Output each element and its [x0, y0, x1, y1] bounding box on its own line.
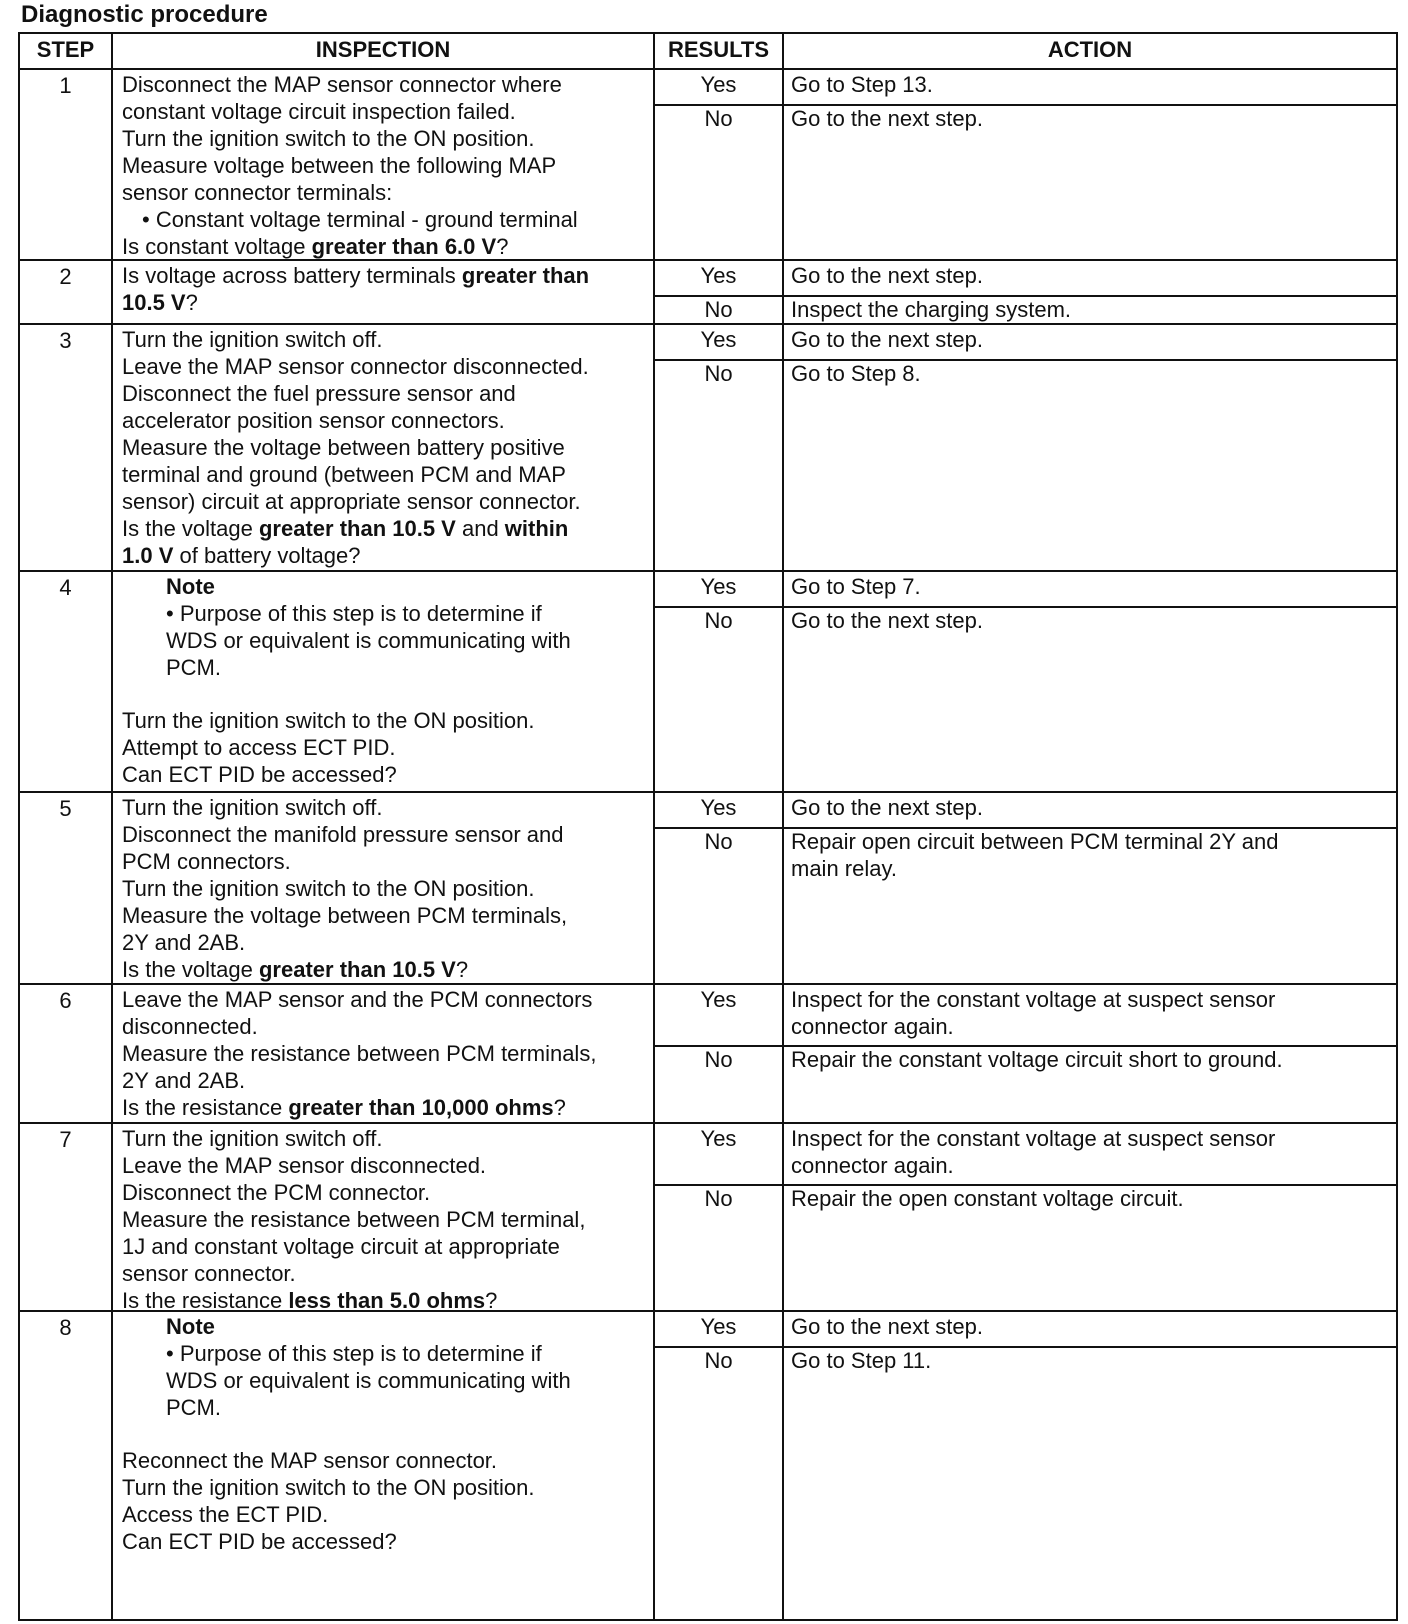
result-yes: Yes — [700, 987, 737, 1012]
results-cell — [653, 1124, 782, 1310]
inspection-line — [122, 707, 647, 734]
action-cell — [782, 1124, 1396, 1310]
action-line: Go to the next step. — [791, 608, 984, 633]
action-line: Go to Step 7. — [791, 574, 921, 599]
inspection-line — [122, 1152, 647, 1179]
inspection-line — [122, 654, 647, 681]
bold-text: 10.5 V — [122, 290, 186, 315]
inspection-line — [122, 152, 647, 179]
text-fragment: disconnected. — [122, 1014, 258, 1039]
action-line: Go to Step 13. — [791, 72, 933, 97]
bold-text: within — [504, 516, 569, 541]
action-divider — [784, 606, 1396, 608]
table-row — [20, 983, 1396, 1122]
result-divider — [655, 1045, 782, 1047]
text-fragment: 1J and constant voltage circuit at appropriate — [122, 1234, 560, 1259]
action-line: Repair open circuit between PCM terminal 2Y and — [791, 829, 1279, 854]
text-fragment: Disconnect the PCM connector. — [122, 1180, 431, 1205]
result-divider — [655, 1184, 782, 1186]
text-fragment: of battery voltage? — [173, 543, 361, 568]
inspection-line — [122, 1474, 647, 1501]
step-number: 8 — [59, 1315, 72, 1340]
text-fragment: accelerator position sensor connectors. — [122, 408, 505, 433]
action-line: Go to the next step. — [791, 795, 984, 820]
text-fragment: ? — [185, 290, 198, 315]
inspection-line — [122, 1125, 647, 1152]
inspection-line — [122, 262, 647, 289]
action-text — [784, 572, 1396, 600]
bold-text: greater than 10.5 V — [258, 957, 456, 982]
table-row — [20, 791, 1396, 983]
action-text — [784, 359, 1396, 387]
text-fragment: sensor connector. — [122, 1261, 296, 1286]
table-row — [20, 1310, 1396, 1619]
step-number: 3 — [59, 328, 72, 353]
inspection-line — [122, 206, 647, 233]
result-no: No — [704, 361, 733, 386]
text-fragment: Measure the resistance between PCM terminal, — [122, 1207, 586, 1232]
inspection-line — [122, 875, 647, 902]
bold-text: greater than 10.5 V — [258, 516, 456, 541]
table-row — [20, 570, 1396, 791]
text-fragment: Turn the ignition switch off. — [122, 795, 383, 820]
result-divider — [655, 359, 782, 361]
action-line: main relay. — [791, 856, 897, 881]
action-line: connector again. — [791, 1014, 954, 1039]
inspection-line — [122, 1394, 647, 1421]
action-cell — [782, 572, 1396, 791]
action-line: Go to the next step. — [791, 327, 984, 352]
step-number: 7 — [59, 1127, 72, 1152]
text-fragment: WDS or equivalent is communicating with — [166, 1368, 571, 1393]
text-fragment: Leave the MAP sensor and the PCM connectors — [122, 987, 593, 1012]
inspection-text — [113, 793, 653, 983]
text-fragment: and — [455, 516, 505, 541]
text-fragment: Is the resistance — [122, 1095, 289, 1120]
result-divider — [655, 1346, 782, 1348]
action-text — [784, 1045, 1396, 1073]
result-no: No — [704, 829, 733, 854]
text-fragment: constant voltage circuit inspection failed. — [122, 99, 516, 124]
table-row — [20, 259, 1396, 323]
text-fragment: Turn the ignition switch to the ON position. — [122, 876, 535, 901]
page-title: Diagnostic procedure — [21, 1, 268, 28]
step-number: 5 — [59, 796, 72, 821]
inspection-line — [122, 1206, 647, 1233]
action-text — [784, 104, 1396, 132]
inspection-line — [122, 1094, 647, 1121]
action-line: Go to Step 11. — [791, 1348, 932, 1373]
text-fragment: Measure voltage between the following MAP — [122, 153, 557, 178]
text-fragment: terminal and ground (between PCM and MAP — [122, 462, 566, 487]
inspection-line — [122, 289, 647, 316]
result-yes: Yes — [700, 263, 737, 288]
inspection-line — [122, 956, 647, 983]
text-fragment: 2Y and 2AB. — [122, 930, 246, 955]
action-divider — [784, 295, 1396, 297]
action-text — [784, 70, 1396, 98]
text-fragment: Disconnect the MAP sensor connector where — [122, 72, 562, 97]
inspection-line — [122, 515, 647, 542]
action-text — [784, 295, 1396, 323]
text-fragment: PCM connectors. — [122, 849, 291, 874]
inspection-line — [122, 1013, 647, 1040]
text-fragment: • Constant voltage terminal - ground terminal — [142, 207, 578, 232]
action-divider — [784, 1045, 1396, 1047]
inspection-cell — [111, 325, 653, 570]
text-fragment: Disconnect the fuel pressure sensor and — [122, 381, 516, 406]
text-fragment: Can ECT PID be accessed? — [122, 762, 397, 787]
inspection-line — [122, 1260, 647, 1287]
text-fragment: 2Y and 2AB. — [122, 1068, 246, 1093]
inspection-text — [113, 572, 653, 788]
result-yes: Yes — [700, 327, 737, 352]
results-cell — [653, 985, 782, 1122]
header-action: ACTION — [782, 34, 1396, 68]
inspection-line — [122, 434, 647, 461]
text-fragment: Measure the voltage between battery positive — [122, 435, 565, 460]
inspection-line — [122, 380, 647, 407]
inspection-line — [122, 821, 647, 848]
text-fragment: ? — [455, 957, 469, 982]
text-fragment: PCM. — [166, 1395, 221, 1420]
result-yes: Yes — [700, 795, 737, 820]
text-fragment: ? — [485, 1288, 498, 1313]
inspection-line — [122, 179, 647, 206]
action-divider — [784, 827, 1396, 829]
inspection-cell — [111, 985, 653, 1122]
text-fragment: Leave the MAP sensor connector disconnected. — [122, 354, 589, 379]
action-text — [784, 1184, 1396, 1212]
bold-text: greater than 6.0 V — [311, 234, 497, 259]
header-results: RESULTS — [653, 34, 782, 68]
inspection-line — [122, 488, 647, 515]
text-fragment: Is the voltage — [122, 957, 259, 982]
text-fragment: Turn the ignition switch to the ON position. — [122, 126, 535, 151]
text-fragment: Is the resistance — [122, 1288, 289, 1313]
note-title — [122, 573, 647, 600]
action-text — [784, 1312, 1396, 1340]
result-yes: Yes — [700, 72, 737, 97]
inspection-cell — [111, 261, 653, 323]
text-fragment: WDS or equivalent is communicating with — [166, 628, 571, 653]
results-cell — [653, 572, 782, 791]
action-divider — [784, 1184, 1396, 1186]
action-cell — [782, 793, 1396, 983]
action-text — [784, 1346, 1396, 1374]
action-text — [784, 1124, 1396, 1179]
result-divider — [655, 104, 782, 106]
text-fragment: Is the voltage — [122, 516, 259, 541]
action-line: Go to the next step. — [791, 106, 984, 131]
inspection-line — [122, 326, 647, 353]
action-line: Inspect for the constant voltage at suspect sensor — [791, 1126, 1276, 1151]
table-row — [20, 323, 1396, 570]
inspection-line — [122, 734, 647, 761]
result-no: No — [704, 297, 733, 322]
results-cell — [653, 325, 782, 570]
action-text — [784, 606, 1396, 634]
action-cell — [782, 325, 1396, 570]
header-inspection: INSPECTION — [111, 34, 653, 68]
text-fragment: Measure the resistance between PCM terminals, — [122, 1041, 597, 1066]
text-fragment: Note — [166, 574, 215, 599]
inspection-line — [122, 407, 647, 434]
table-row — [20, 68, 1396, 259]
step-number: 4 — [59, 575, 72, 600]
result-no: No — [704, 1348, 733, 1373]
step-number: 6 — [59, 988, 72, 1013]
text-fragment: Disconnect the manifold pressure sensor and — [122, 822, 564, 847]
inspection-line — [122, 125, 647, 152]
text-fragment: Attempt to access ECT PID. — [122, 735, 396, 760]
results-cell — [653, 793, 782, 983]
action-line: Repair the constant voltage circuit short to ground. — [791, 1047, 1283, 1072]
text-fragment: sensor connector terminals: — [122, 180, 393, 205]
inspection-line — [122, 98, 647, 125]
action-text — [784, 793, 1396, 821]
inspection-line — [122, 461, 647, 488]
note-title — [122, 1313, 647, 1340]
action-text — [784, 261, 1396, 289]
results-cell — [653, 1312, 782, 1619]
text-fragment: Is constant voltage — [122, 234, 312, 259]
text-fragment: • Purpose of this step is to determine if — [166, 1341, 542, 1366]
bold-text: less than 5.0 ohms — [288, 1288, 486, 1313]
header-step: STEP — [36, 37, 95, 62]
action-line: Inspect the charging system. — [791, 297, 1072, 322]
spacer — [122, 681, 647, 707]
text-fragment: ? — [553, 1095, 566, 1120]
action-cell — [782, 261, 1396, 323]
table-header-row — [20, 34, 1396, 68]
result-no: No — [704, 106, 733, 131]
inspection-line — [122, 761, 647, 788]
action-line: Inspect for the constant voltage at suspect sensor — [791, 987, 1276, 1012]
text-fragment: ? — [496, 234, 509, 259]
inspection-line — [122, 848, 647, 875]
inspection-line — [122, 929, 647, 956]
text-fragment: Turn the ignition switch to the ON position. — [122, 1475, 535, 1500]
bold-text: greater than 10,000 ohms — [288, 1095, 554, 1120]
inspection-line — [122, 353, 647, 380]
action-divider — [784, 359, 1396, 361]
inspection-text — [113, 261, 653, 316]
spacer — [122, 1421, 647, 1447]
text-fragment: Note — [166, 1314, 215, 1339]
text-fragment: Turn the ignition switch off. — [122, 1126, 383, 1151]
text-fragment: Access the ECT PID. — [122, 1502, 329, 1527]
text-fragment: Turn the ignition switch off. — [122, 327, 383, 352]
inspection-line — [122, 1528, 647, 1555]
text-fragment: Reconnect the MAP sensor connector. — [122, 1448, 498, 1473]
result-divider — [655, 606, 782, 608]
inspection-line — [122, 1501, 647, 1528]
inspection-line — [122, 1233, 647, 1260]
results-cell — [653, 261, 782, 323]
inspection-line — [122, 1067, 647, 1094]
inspection-line — [122, 1040, 647, 1067]
inspection-cell — [111, 572, 653, 791]
inspection-line — [122, 71, 647, 98]
action-text — [784, 325, 1396, 353]
action-text — [784, 985, 1396, 1040]
inspection-cell — [111, 793, 653, 983]
action-line: Go to the next step. — [791, 1314, 984, 1339]
text-fragment: Turn the ignition switch to the ON position. — [122, 708, 535, 733]
result-no: No — [704, 608, 733, 633]
action-divider — [784, 1346, 1396, 1348]
step-number: 2 — [59, 264, 72, 289]
action-cell — [782, 985, 1396, 1122]
action-text — [784, 827, 1396, 882]
inspection-line — [122, 902, 647, 929]
inspection-text — [113, 985, 653, 1121]
action-line: Go to Step 8. — [791, 361, 921, 386]
bold-text: greater than — [461, 263, 590, 288]
result-no: No — [704, 1047, 733, 1072]
text-fragment: Measure the voltage between PCM terminals, — [122, 903, 568, 928]
inspection-cell — [111, 1312, 653, 1619]
text-fragment: PCM. — [166, 655, 221, 680]
action-line: Go to the next step. — [791, 263, 984, 288]
inspection-text — [113, 325, 653, 569]
inspection-cell — [111, 1124, 653, 1313]
table-row — [20, 1122, 1396, 1313]
inspection-line — [122, 542, 647, 569]
result-yes: Yes — [700, 1314, 737, 1339]
result-no: No — [704, 1186, 733, 1211]
inspection-text — [113, 1124, 653, 1314]
inspection-line — [122, 233, 647, 260]
inspection-line — [122, 1340, 647, 1367]
action-line: Repair the open constant voltage circuit. — [791, 1186, 1184, 1211]
inspection-line — [122, 1179, 647, 1206]
diagnostic-table — [18, 32, 1398, 1621]
inspection-line — [122, 1447, 647, 1474]
result-divider — [655, 827, 782, 829]
action-line: connector again. — [791, 1153, 954, 1178]
inspection-text — [113, 1312, 653, 1555]
text-fragment: Can ECT PID be accessed? — [122, 1529, 397, 1554]
results-cell — [653, 70, 782, 259]
action-divider — [784, 104, 1396, 106]
text-fragment: • Purpose of this step is to determine if — [166, 601, 542, 626]
text-fragment: sensor) circuit at appropriate sensor connector. — [122, 489, 581, 514]
action-cell — [782, 70, 1396, 259]
inspection-line — [122, 600, 647, 627]
step-number: 1 — [59, 73, 72, 98]
inspection-text — [113, 70, 653, 260]
inspection-line — [122, 627, 647, 654]
inspection-cell — [111, 70, 653, 259]
inspection-line — [122, 986, 647, 1013]
text-fragment: Leave the MAP sensor disconnected. — [122, 1153, 487, 1178]
action-cell — [782, 1312, 1396, 1619]
text-fragment: Is voltage across battery terminals — [122, 263, 462, 288]
bold-text: 1.0 V — [122, 543, 174, 568]
result-yes: Yes — [700, 574, 737, 599]
inspection-line — [122, 1367, 647, 1394]
inspection-line — [122, 794, 647, 821]
result-divider — [655, 295, 782, 297]
result-yes: Yes — [700, 1126, 737, 1151]
